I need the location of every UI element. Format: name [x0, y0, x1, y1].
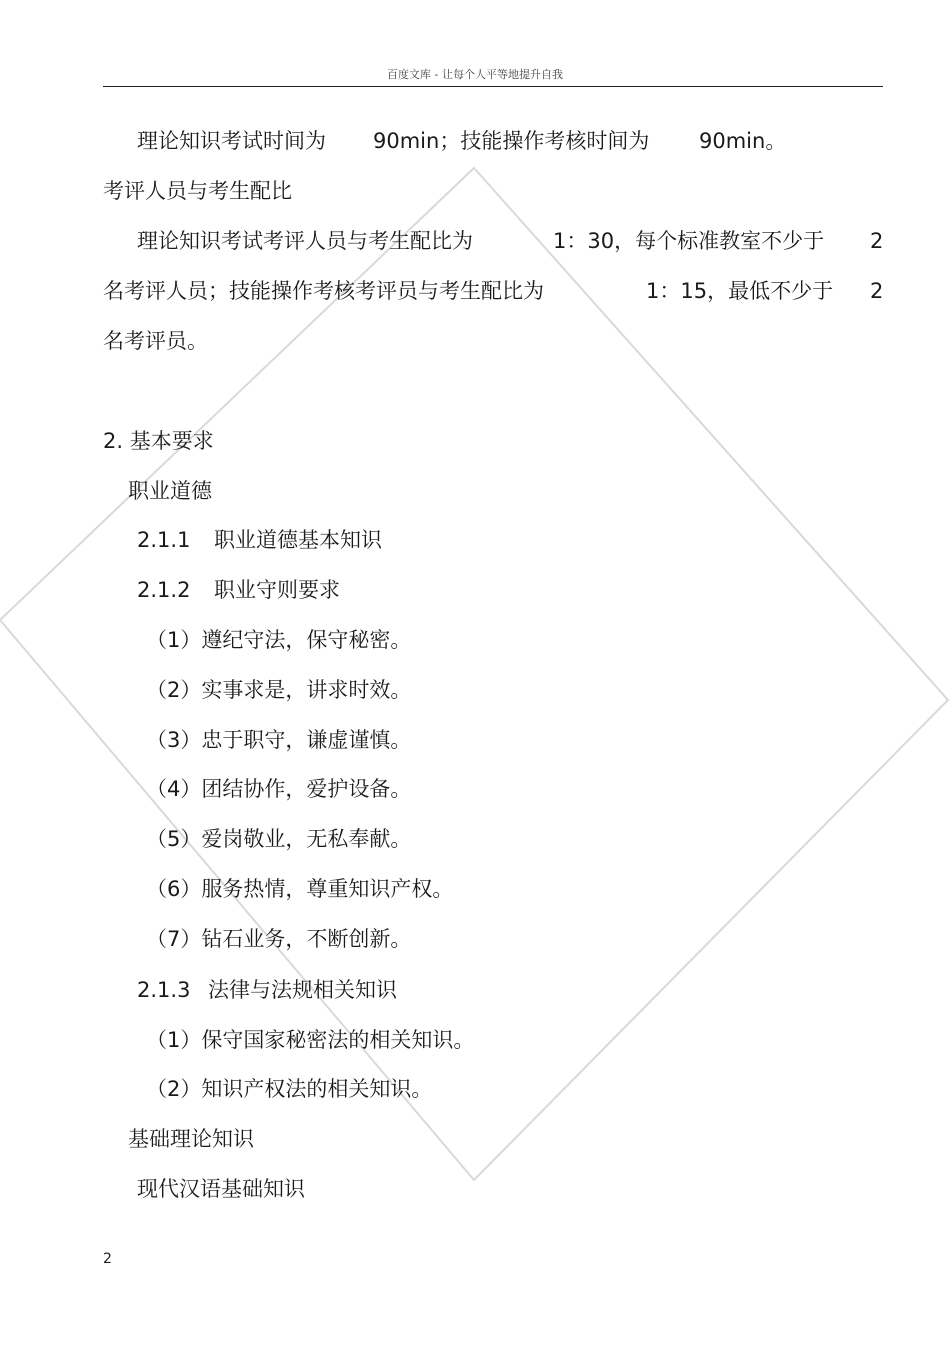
ratio-text-e: 1：15，最低不少于 — [646, 279, 834, 303]
exam-time-text-c: 90min。 — [699, 129, 787, 153]
section-2-1-3-title: 法律与法规相关知识 — [208, 978, 397, 1002]
ratio-heading: 考评人员与考生配比 — [103, 179, 292, 203]
ratio-text-d: 名考评人员；技能操作考核考评员与考生配比为 — [103, 279, 544, 303]
rule-item: （6）服务热情，尊重知识产权。 — [146, 877, 454, 901]
law-item: （1）保守国家秘密法的相关知识。 — [146, 1028, 475, 1052]
page-number: 2 — [103, 1251, 112, 1267]
rule-item: （2）实事求是，讲求时效。 — [146, 678, 412, 702]
ratio-text-a: 理论知识考试考评人员与考生配比为 — [137, 229, 473, 253]
subheading-basic-theory: 基础理论知识 — [128, 1127, 254, 1151]
exam-time-text-b: 90min；技能操作考核时间为 — [373, 129, 650, 153]
rule-item: （5）爱岗敬业，无私奉献。 — [146, 827, 412, 851]
subheading-ethics: 职业道德 — [128, 479, 212, 503]
ratio-text-f: 2 — [870, 279, 884, 303]
rule-item: （1）遵纪守法，保守秘密。 — [146, 628, 412, 652]
section-heading-basic-requirements: 2. 基本要求 — [103, 429, 214, 453]
header-divider — [103, 86, 883, 87]
page-header: 百度文库 - 让每个人平等地提升自我 — [387, 68, 563, 81]
section-2-1-1-title: 职业道德基本知识 — [214, 528, 382, 552]
rule-item: （7）钻石业务，不断创新。 — [146, 927, 412, 951]
section-2-1-1-number: 2.1.1 — [137, 528, 191, 552]
law-item: （2）知识产权法的相关知识。 — [146, 1077, 433, 1101]
section-2-1-2-number: 2.1.2 — [137, 578, 191, 602]
subheading-modern-chinese: 现代汉语基础知识 — [137, 1177, 305, 1201]
ratio-text-c: 2 — [870, 229, 884, 253]
ratio-text-g: 名考评员。 — [103, 329, 208, 353]
rule-item: （3）忠于职守，谦虚谨慎。 — [146, 728, 412, 752]
ratio-text-b: 1：30，每个标准教室不少于 — [553, 229, 825, 253]
section-2-1-2-title: 职业守则要求 — [214, 578, 340, 602]
rule-item: （4）团结协作，爱护设备。 — [146, 777, 412, 801]
exam-time-text-a: 理论知识考试时间为 — [137, 129, 326, 153]
section-2-1-3-number: 2.1.3 — [137, 978, 191, 1002]
